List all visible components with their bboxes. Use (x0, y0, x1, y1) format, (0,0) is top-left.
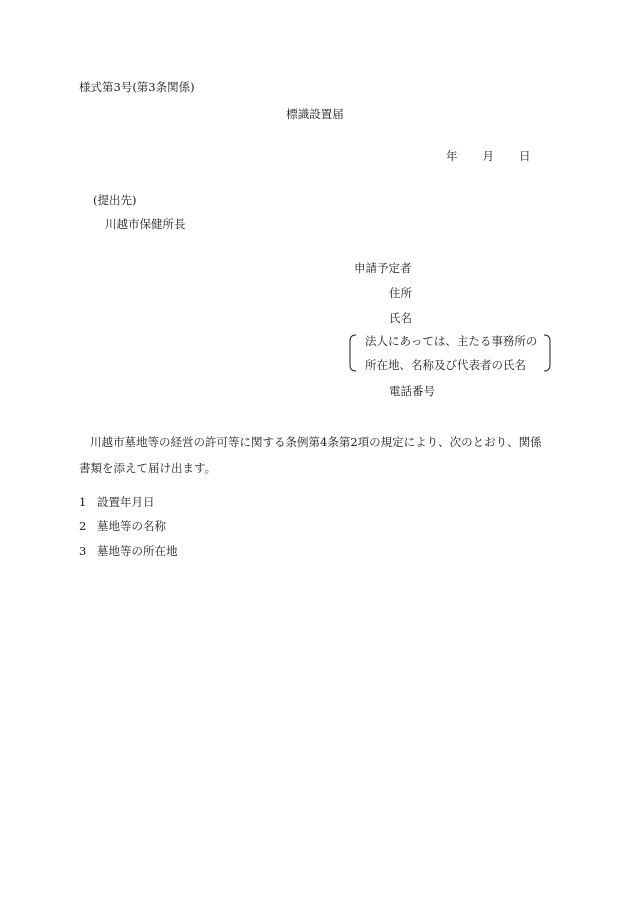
list-item (79, 497, 155, 509)
form-number: 様式第3号(第3条関係) (79, 80, 195, 94)
list-item-text: 墓地等の名称 (97, 519, 166, 533)
list-item-number: 1 (79, 495, 87, 509)
list-item (79, 546, 178, 558)
body-paragraph (79, 429, 551, 481)
date-month-label: 月 (482, 149, 494, 163)
list-item-number: 2 (79, 519, 87, 533)
corporate-note-line-1: 法人にあっては、主たる事務所の (365, 334, 538, 348)
date-line (446, 151, 531, 163)
corporate-note-line-2: 所在地、名称及び代表者の氏名 (365, 358, 526, 372)
date-year-label: 年 (446, 149, 458, 163)
address-label: 住所 (389, 286, 412, 300)
list-item-text: 設置年月日 (97, 495, 155, 509)
right-brace-bracket (542, 334, 552, 372)
body-text: 川越市墓地等の経営の許可等に関する条例第4条第2項の規定により、次のとおり、関係書類を添えて届け出ます。 (79, 435, 542, 475)
name-label: 氏名 (389, 311, 412, 325)
left-brace-bracket (348, 334, 358, 372)
addressee-label: (提出先) (93, 193, 137, 207)
list-item-number: 3 (79, 544, 87, 558)
list-item (79, 521, 166, 533)
phone-label: 電話番号 (389, 384, 435, 398)
date-day-label: 日 (519, 149, 531, 163)
addressee-name: 川越市保健所長 (105, 217, 186, 231)
list-item-text: 墓地等の所在地 (97, 544, 178, 558)
document-title: 標識設置届 (286, 107, 344, 121)
applicant-label: 申請予定者 (354, 261, 412, 275)
